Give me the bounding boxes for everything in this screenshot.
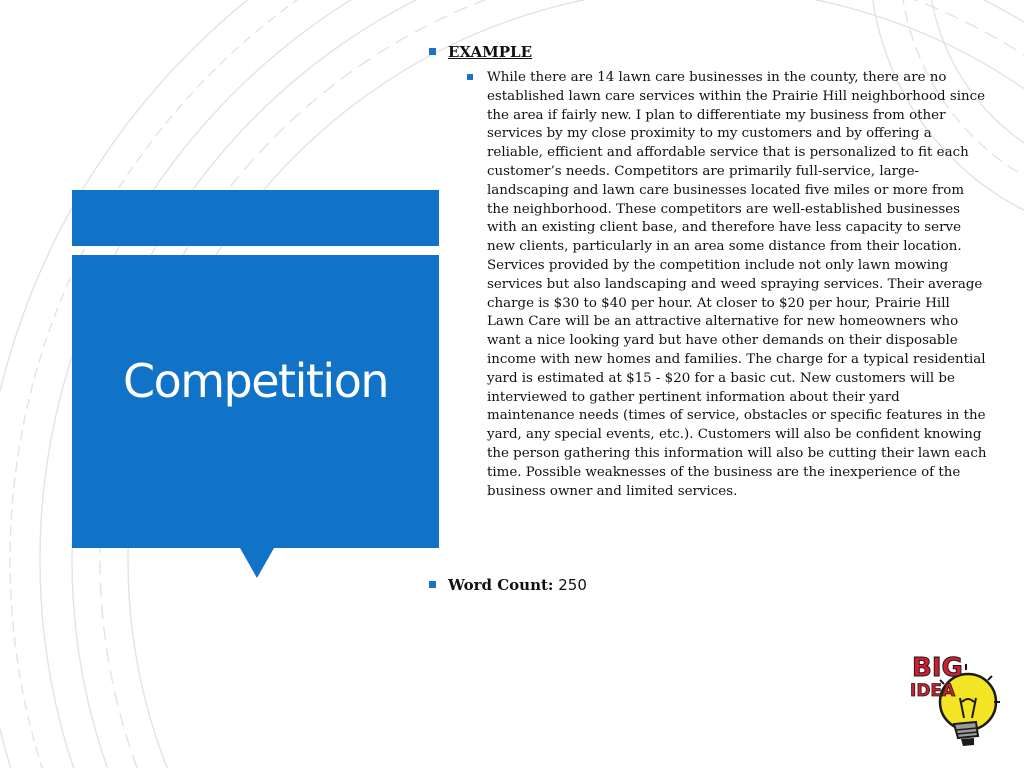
heading-bullet-icon	[429, 48, 436, 55]
big-idea-logo	[906, 650, 1010, 754]
word-count-value: 250	[558, 576, 587, 594]
accent-bar-top	[72, 190, 439, 246]
word-count-label: Word Count:	[448, 576, 554, 594]
slide-title: Competition	[122, 354, 388, 408]
word-count	[448, 576, 587, 594]
logo-text-line1: BIG	[912, 653, 963, 683]
logo-text-line2: IDEA	[910, 681, 956, 701]
body-bullet-icon	[467, 74, 473, 80]
example-heading: EXAMPLE	[448, 43, 533, 61]
title-panel-pointer	[240, 548, 274, 578]
body-paragraph: While there are 14 lawn care businesses in the county, there are no established lawn care services within the Prairie Hill neighborhood since the area if fairly new. I plan to differentiate my business from other services by my close proximity to my customers and by offering a reliable, efficient and affordable service that is personalized to fit each customer’s needs. Competitors are primarily full-service, large-landscaping and lawn care businesses located five miles or more from the neighborhood. These competitors are well-established businesses with an existing client base, and therefore have less capacity to serve new clients, particularly in an area some distance from their location. Services provided by the competition include not only lawn mowing services but also landscaping and weed spraying services. Their average charge is $30 to $40 per hour. At closer to $20 per hour, Prairie Hill Lawn Care will be an attractive alternative for new homeowners who want a nice looking yard but have other demands on their disposable income with new homes and families. The charge for a typical residential yard is estimated at $15 - $20 for a basic cut. New customers will be interviewed to gather pertinent information about their yard maintenance needs (times of service, obstacles or specific features in the yard, any special events, etc.). Customers will also be confident knowing the person gathering this information will also be cutting their lawn each time. Possible weaknesses of the business are the inexperience of the business owner and limited services.	[487, 70, 987, 499]
word-count-bullet-icon	[429, 581, 436, 588]
